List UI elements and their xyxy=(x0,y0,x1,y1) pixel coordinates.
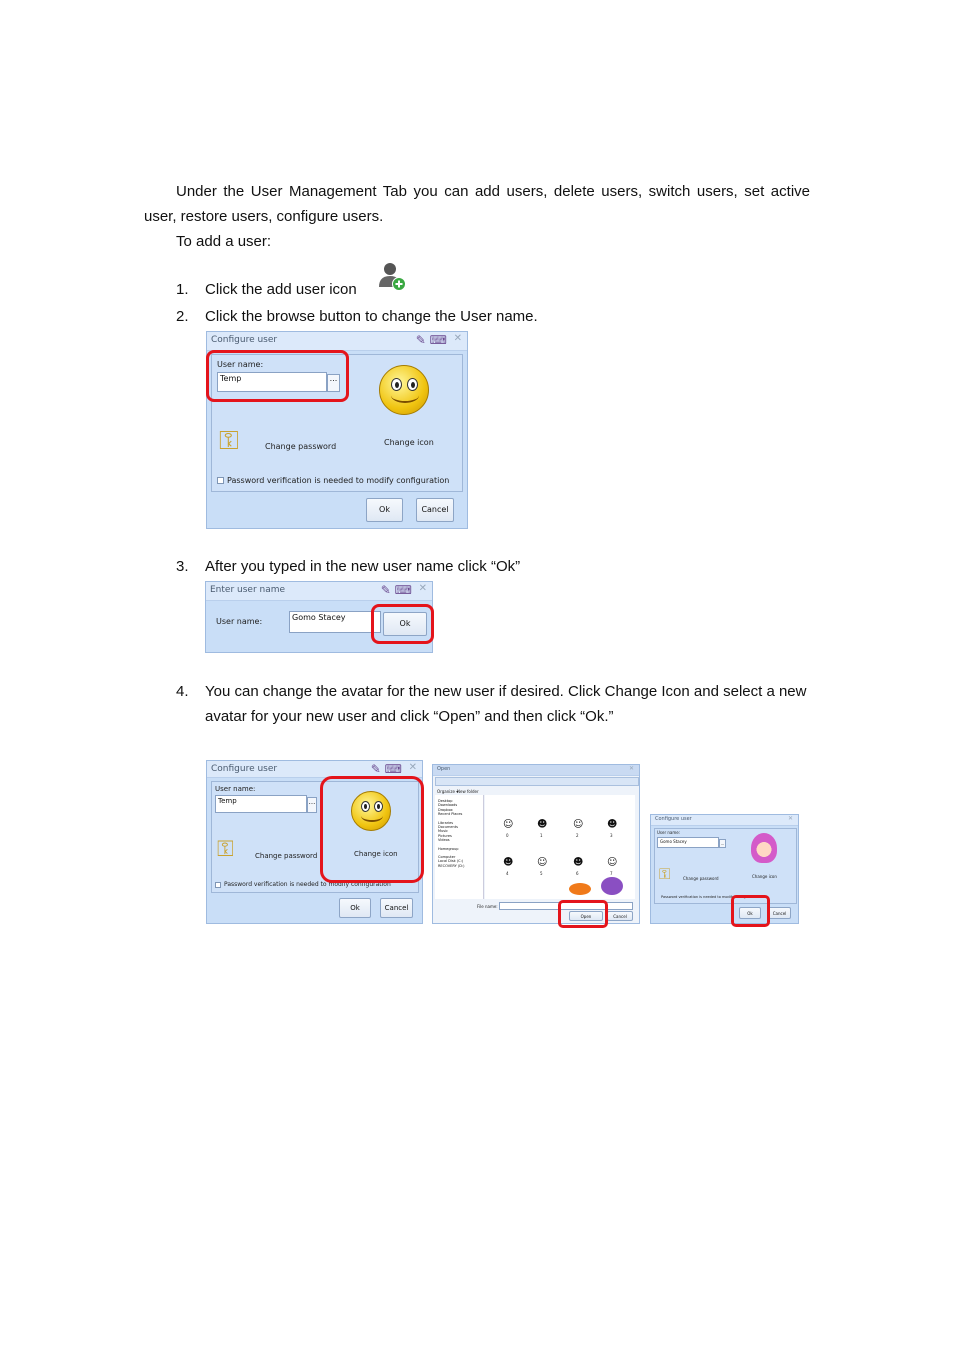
file-label: 4 xyxy=(506,871,509,876)
file-label: 1 xyxy=(540,833,543,838)
file-label: 2 xyxy=(576,833,579,838)
keys-icon[interactable]: ⚿ xyxy=(659,865,671,883)
highlight-ok-button xyxy=(371,604,434,644)
close-icon[interactable]: ✕ xyxy=(453,333,462,344)
highlight-final-ok xyxy=(731,895,770,927)
user-name-field[interactable]: Gomo Stacey xyxy=(657,837,719,848)
ok-button[interactable]: Ok xyxy=(383,612,427,636)
file-label: 6 xyxy=(576,871,579,876)
ok-button[interactable]: Ok xyxy=(339,898,371,918)
keyboard-icon[interactable]: ✎ ⌨ xyxy=(370,762,402,776)
princess-avatar-icon[interactable] xyxy=(751,833,777,863)
dialog-title: Open xyxy=(437,766,451,772)
intro-paragraph: Under the User Management Tab you can add users, delete users, switch users, set active user, restore users, configure users. xyxy=(144,183,810,225)
ok-button[interactable]: Ok xyxy=(739,907,761,919)
nav-item[interactable]: Pictures xyxy=(438,833,452,838)
step-text: You can change the avatar for the new user if desired. Click Change Icon and select a new avatar for your new user and click “Open” and then click “Ok.” xyxy=(205,683,807,725)
nav-item[interactable]: Documents xyxy=(438,825,458,830)
user-name-field[interactable]: Temp xyxy=(215,795,307,813)
highlight-open-button xyxy=(558,900,608,928)
avatar-file-icon[interactable]: ☺ xyxy=(537,857,548,868)
configure-user-dialog-final xyxy=(650,814,799,924)
nav-item[interactable]: Libraries xyxy=(438,820,454,825)
change-password-link[interactable]: Change password xyxy=(255,852,318,860)
keys-icon[interactable]: ⚿ xyxy=(219,426,239,456)
keyboard-icon[interactable]: ✎ ⌨ xyxy=(380,583,412,597)
nav-pane xyxy=(435,795,484,899)
step-number: 2. xyxy=(176,308,189,325)
keys-icon[interactable]: ⚿ xyxy=(217,837,234,862)
step-3 xyxy=(176,554,816,580)
avatar-file-icon[interactable]: ☻ xyxy=(573,857,584,868)
nav-item[interactable]: Local Disk (C:) xyxy=(438,859,464,864)
nav-item[interactable]: RECOVERY (D:) xyxy=(438,863,465,868)
user-name-label: User name: xyxy=(657,830,681,835)
avatar-file-icon[interactable]: ☺ xyxy=(503,819,514,830)
verify-label: Password verification is needed to modify configuration xyxy=(227,476,450,485)
nav-list xyxy=(438,799,464,868)
dialog-titlebar xyxy=(433,765,639,776)
avatar-file-icon[interactable]: ☻ xyxy=(503,857,514,868)
user-name-label: User name: xyxy=(216,617,263,626)
nav-item[interactable]: Downloads xyxy=(438,803,458,808)
cancel-button[interactable]: Cancel xyxy=(380,898,413,918)
close-icon[interactable]: ✕ xyxy=(418,583,427,594)
clownfish-avatar-icon[interactable] xyxy=(569,883,591,895)
step-number: 3. xyxy=(176,558,189,575)
avatar-file-icon[interactable]: ☻ xyxy=(537,819,548,830)
verify-label: Password verification is needed to modify configuration xyxy=(224,881,391,888)
cancel-button[interactable]: Cancel xyxy=(607,911,633,921)
cancel-button[interactable]: Cancel xyxy=(416,498,454,522)
new-folder-button[interactable]: New folder xyxy=(457,789,479,794)
highlight-user-name xyxy=(206,350,349,402)
browse-button[interactable]: ... xyxy=(720,841,725,846)
fish-avatar-icon[interactable] xyxy=(601,877,623,895)
close-icon[interactable]: ✕ xyxy=(787,815,793,822)
avatar-file-icon[interactable]: ☺ xyxy=(573,819,584,830)
nav-item[interactable]: Music xyxy=(438,829,448,834)
step-1 xyxy=(176,277,816,303)
step-2 xyxy=(176,304,816,330)
nav-item[interactable]: Computer xyxy=(438,855,456,860)
change-password-link[interactable]: Change password xyxy=(265,442,337,451)
file-label: 0 xyxy=(506,833,509,838)
smiley-avatar-icon[interactable] xyxy=(379,365,429,415)
cancel-button[interactable]: Cancel xyxy=(768,907,791,919)
verify-checkbox[interactable] xyxy=(217,477,224,484)
file-label: 5 xyxy=(540,871,543,876)
nav-item[interactable]: Desktop xyxy=(438,799,453,803)
dialog-titlebar xyxy=(206,582,432,601)
step-number: 4. xyxy=(176,683,189,700)
avatar-file-icon[interactable]: ☺ xyxy=(607,857,618,868)
change-icon-link[interactable]: Change icon xyxy=(752,874,777,879)
step-4 xyxy=(176,679,816,731)
dialog-title: Configure user xyxy=(655,816,692,822)
dialog-titlebar xyxy=(651,815,798,826)
step-number: 1. xyxy=(176,281,189,298)
organize-menu[interactable]: Organize ▾ xyxy=(437,789,459,794)
verify-label: Password verification is needed to modify configuration xyxy=(661,895,759,899)
highlight-change-icon xyxy=(320,776,424,883)
change-icon-link[interactable]: Change icon xyxy=(384,438,434,447)
browse-button[interactable]: ... xyxy=(327,374,340,392)
change-icon-link[interactable]: Change icon xyxy=(354,850,398,858)
ok-button[interactable]: Ok xyxy=(366,498,403,522)
nav-item[interactable]: Recent Places xyxy=(438,812,463,817)
user-name-field[interactable]: Temp xyxy=(217,372,327,392)
avatar-file-icon[interactable]: ☻ xyxy=(607,819,618,830)
step-text: Click the add user icon xyxy=(205,281,357,298)
change-password-link[interactable]: Change password xyxy=(683,876,719,881)
add-user-icon[interactable] xyxy=(375,259,409,293)
file-label: 3 xyxy=(610,833,613,838)
open-button[interactable]: Open xyxy=(569,911,603,921)
address-bar[interactable] xyxy=(435,777,639,786)
file-pane xyxy=(485,795,635,899)
keyboard-icon[interactable]: ✎ ⌨ xyxy=(415,333,447,347)
dialog-title: Configure user xyxy=(211,764,278,774)
step-text: After you typed in the new user name click “Ok” xyxy=(205,558,521,575)
dialog-title: Enter user name xyxy=(210,585,286,595)
user-name-label: User name: xyxy=(217,360,264,369)
nav-item[interactable]: Dropbox xyxy=(438,807,453,812)
close-icon[interactable]: ✕ xyxy=(628,765,634,772)
user-name-label: User name: xyxy=(215,785,256,793)
file-label: 7 xyxy=(610,871,613,876)
nav-item[interactable]: Videos xyxy=(438,838,450,843)
user-name-input[interactable]: Gomo Stacey xyxy=(289,611,381,633)
file-name-label: File name: xyxy=(477,904,498,909)
open-file-dialog xyxy=(432,764,640,924)
verify-checkbox[interactable] xyxy=(215,882,221,888)
dialog-titlebar xyxy=(207,332,467,351)
browse-button[interactable]: ... xyxy=(307,797,317,813)
close-icon[interactable]: ✕ xyxy=(408,762,417,773)
to-add-heading: To add a user: xyxy=(176,233,272,250)
dialog-title: Configure user xyxy=(211,335,278,345)
nav-item[interactable]: Homegroup xyxy=(438,846,459,851)
step-text: Click the browse button to change the User name. xyxy=(205,308,538,325)
